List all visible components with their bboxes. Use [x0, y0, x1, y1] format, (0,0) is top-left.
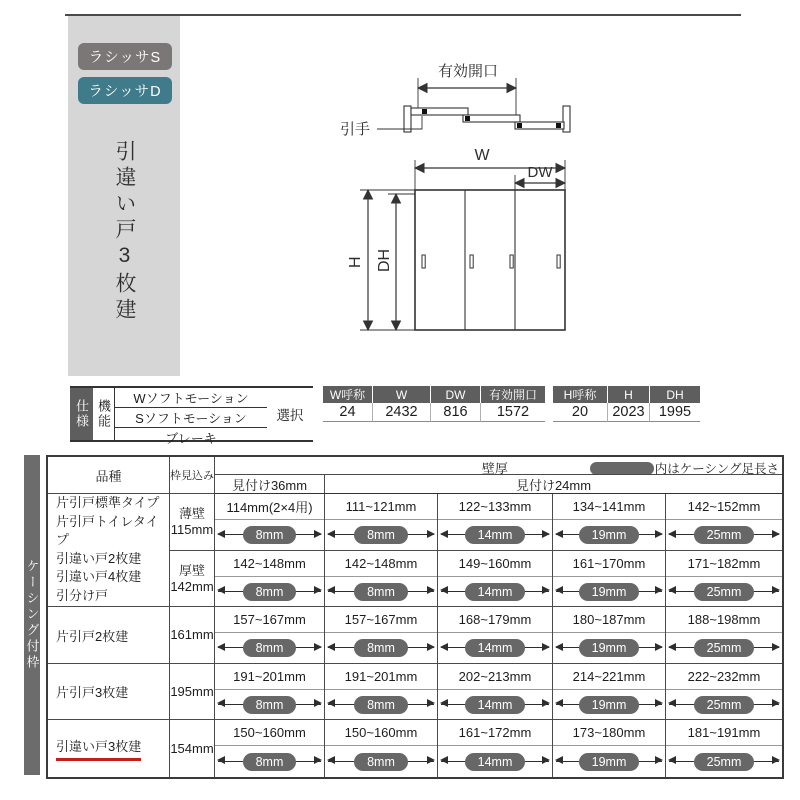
- wall-range-cell: [438, 494, 553, 551]
- leg-row: [215, 746, 324, 777]
- wall-range: 168~179mm: [438, 607, 552, 633]
- product-cell: [48, 607, 170, 664]
- wall-range-cell: [666, 551, 782, 607]
- legend-note: 内はケーシング足長さ: [654, 462, 779, 475]
- frame-depth-cell: [170, 494, 215, 551]
- wall-range: 191~201mm: [325, 664, 437, 690]
- dim-value: 1572: [481, 403, 545, 422]
- wall-range-cell: [553, 720, 666, 777]
- wall-range: 142~152mm: [666, 494, 782, 520]
- leg-row: [215, 520, 324, 550]
- wall-range: 134~141mm: [553, 494, 665, 520]
- series-badge-lasissa-d: [78, 77, 172, 104]
- wall-range: 111~121mm: [325, 494, 437, 520]
- frame-depth-cell: [170, 720, 215, 777]
- leg-length-pill: 19mm: [579, 696, 640, 714]
- leg-length-pill: 19mm: [579, 639, 640, 657]
- dimension-table: [323, 386, 700, 422]
- leg-row: [553, 520, 665, 550]
- wall-range: 142~148mm: [325, 551, 437, 577]
- leg-row: [553, 746, 665, 777]
- dh-label: DH: [376, 248, 393, 272]
- h-label: H: [347, 256, 364, 268]
- dw-label: DW: [527, 164, 553, 181]
- leg-length-pill: 25mm: [694, 696, 755, 714]
- leg-length-pill: 25mm: [694, 583, 755, 601]
- wall-range-cell: [438, 607, 553, 664]
- frame-depth-cell: [170, 607, 215, 664]
- spec-feature: Sソフトモーション: [115, 408, 267, 428]
- leg-row: [666, 690, 782, 719]
- wall-range-cell: [215, 494, 325, 551]
- leg-length-pill: 14mm: [465, 753, 526, 771]
- leg-row: [666, 633, 782, 663]
- dim-header: DW: [431, 386, 481, 403]
- dim-header: W呼称: [323, 386, 373, 403]
- series-badge-lasissa-s: [78, 43, 172, 70]
- dim-value: 1995: [650, 403, 700, 422]
- leg-row: [666, 520, 782, 550]
- dim-value: 20: [553, 403, 608, 422]
- spec-feature: Wソフトモーション: [115, 388, 267, 408]
- frame-line: 161mm: [170, 627, 214, 642]
- leg-row: [215, 577, 324, 606]
- frame-line: 154mm: [170, 740, 214, 756]
- wall-range-cell: [666, 664, 782, 720]
- wall-range-cell: [325, 494, 438, 551]
- wall-range-cell: [666, 720, 782, 777]
- col-header-wall-thickness: [215, 457, 782, 475]
- wall-range: 181~191mm: [666, 720, 782, 746]
- leg-row: [215, 633, 324, 663]
- leg-length-pill: 8mm: [243, 526, 297, 544]
- wall-range: 214~221mm: [553, 664, 665, 690]
- wall-range: 222~232mm: [666, 664, 782, 690]
- frame-depth-cell: [170, 551, 215, 607]
- product-line: 片引戸3枚建: [56, 685, 129, 700]
- dim-header: H: [608, 386, 650, 403]
- leg-row: [215, 690, 324, 719]
- wall-range-cell: [325, 720, 438, 777]
- dim-header: H呼称: [553, 386, 608, 403]
- leg-length-pill: 19mm: [579, 526, 640, 544]
- leg-length-pill: 8mm: [243, 639, 297, 657]
- leg-length-pill: 14mm: [465, 583, 526, 601]
- wall-range: 180~187mm: [553, 607, 665, 633]
- leg-row: [325, 690, 437, 719]
- wall-range: 122~133mm: [438, 494, 552, 520]
- wall-range-cell: [438, 664, 553, 720]
- wall-range-cell: [438, 720, 553, 777]
- handle-leader-line: [377, 116, 422, 129]
- sub-header-face36: 見付け36mm: [215, 475, 325, 494]
- leg-length-pill: 8mm: [354, 583, 408, 601]
- product-cell: [48, 494, 170, 607]
- col-header-product: 品種: [48, 457, 170, 494]
- leg-row: [438, 690, 552, 719]
- leg-length-pill: 8mm: [354, 526, 408, 544]
- w-dimension-group: [323, 386, 545, 422]
- frame-depth-cell: [170, 664, 215, 720]
- spec-select-label: 選択: [276, 408, 304, 423]
- wall-range: 188~198mm: [666, 607, 782, 633]
- h-dimension-group: [553, 386, 700, 422]
- series-badge-label: ラシッサD: [88, 84, 162, 100]
- wall-range-cell: [325, 607, 438, 664]
- leg-row: [553, 690, 665, 719]
- product-line-underlined-red: 引違い戸3枚建: [56, 736, 141, 761]
- product-line: 片引戸標準タイプ: [56, 495, 160, 510]
- leg-length-pill: 25mm: [694, 639, 755, 657]
- wall-range-cell: [215, 607, 325, 664]
- leg-row: [438, 746, 552, 777]
- spec-group-header: 機能: [93, 388, 115, 440]
- wall-range: 173~180mm: [553, 720, 665, 746]
- leg-length-pill: 14mm: [465, 639, 526, 657]
- plan-view: [404, 106, 570, 132]
- wall-range-cell: [553, 607, 666, 664]
- effective-opening-label: 有効開口: [437, 63, 499, 80]
- leg-row: [325, 520, 437, 550]
- leg-length-pill: 8mm: [243, 753, 297, 771]
- wall-range-cell: [666, 607, 782, 664]
- wall-range: 161~170mm: [553, 551, 665, 577]
- leg-length-pill: 8mm: [354, 696, 408, 714]
- casing-table: [46, 455, 784, 779]
- wall-range-cell: [438, 551, 553, 607]
- leg-row: [325, 633, 437, 663]
- wall-range: 150~160mm: [325, 720, 437, 746]
- wall-range: 142~148mm: [215, 551, 324, 577]
- leg-length-pill: 25mm: [694, 526, 755, 544]
- w-label: W: [474, 147, 490, 164]
- sidebar: [68, 16, 180, 376]
- wall-range: 149~160mm: [438, 551, 552, 577]
- wall-range: 171~182mm: [666, 551, 782, 577]
- wall-range: 161~172mm: [438, 720, 552, 746]
- leg-row: [438, 520, 552, 550]
- leg-length-pill: 8mm: [354, 753, 408, 771]
- dim-header: W: [373, 386, 431, 403]
- dim-header: 有効開口: [481, 386, 545, 403]
- wall-range-cell: [215, 551, 325, 607]
- dim-group-gap: [545, 386, 553, 422]
- spec-feature-list: [115, 388, 267, 446]
- page-title-vertical: 引違い戸3枚建: [113, 140, 136, 324]
- wall-range: 114mm(2×4用): [215, 494, 324, 520]
- leg-length-pill: 19mm: [579, 583, 640, 601]
- product-line: 片引戸トイレタイプ: [56, 513, 159, 547]
- wall-range: 157~167mm: [215, 607, 324, 633]
- wall-range-cell: [553, 494, 666, 551]
- wall-range: 157~167mm: [325, 607, 437, 633]
- product-line: 引違い戸2枚建: [56, 550, 142, 566]
- product-cell-highlighted: [48, 720, 170, 777]
- wall-range-cell: [325, 551, 438, 607]
- spec-table: [70, 386, 313, 446]
- casing-side-label: ケーシング付枠: [24, 559, 40, 671]
- casing-side-label-bar: [24, 455, 40, 775]
- dim-value: 2023: [608, 403, 650, 422]
- product-line: 引違い戸4枚建: [56, 569, 142, 584]
- product-line: 片引戸2枚建: [56, 628, 129, 644]
- spec-feature: ブレーキ: [165, 431, 217, 446]
- leg-row: [553, 577, 665, 606]
- wall-range-cell: [666, 494, 782, 551]
- frame-line: 厚壁: [178, 562, 205, 578]
- leg-row: [666, 577, 782, 606]
- leg-length-pill: 14mm: [465, 696, 526, 714]
- frame-line: 薄壁: [178, 506, 205, 521]
- wall-range-cell: [553, 551, 666, 607]
- leg-length-pill: 8mm: [243, 583, 297, 601]
- frame-line: 142mm: [170, 578, 214, 594]
- wall-range-cell: [553, 664, 666, 720]
- wall-range-cell: [215, 664, 325, 720]
- leg-row: [325, 746, 437, 777]
- dim-header: DH: [650, 386, 700, 403]
- leg-row: [325, 577, 437, 606]
- wall-range: 202~213mm: [438, 664, 552, 690]
- leg-length-pill: 25mm: [694, 753, 755, 771]
- handle-label: 引手: [340, 121, 371, 138]
- legend: [590, 459, 779, 475]
- wall-range: 191~201mm: [215, 664, 324, 690]
- dim-value: 24: [323, 403, 373, 422]
- spec-row-header: 仕様: [70, 388, 93, 440]
- product-cell: [48, 664, 170, 720]
- leg-row: [666, 746, 782, 777]
- dim-value: 2432: [373, 403, 431, 422]
- leg-length-pill: 14mm: [465, 526, 526, 544]
- casing-leg-pill-icon: [590, 462, 654, 475]
- door-diagram: [330, 50, 620, 350]
- product-line: 引分け戸: [56, 587, 109, 603]
- leg-length-pill: 19mm: [579, 753, 640, 771]
- series-badge-label: ラシッサS: [88, 50, 162, 66]
- wall-range-cell: [215, 720, 325, 777]
- leg-length-pill: 8mm: [354, 639, 408, 657]
- leg-row: [438, 633, 552, 663]
- frame-line: 115mm: [170, 522, 214, 537]
- wall-thickness-label: 壁厚: [481, 461, 508, 475]
- wall-range: 150~160mm: [215, 720, 324, 746]
- col-header-frame-depth: 枠見込み: [170, 457, 215, 494]
- sub-header-face24: 見付け24mm: [325, 475, 782, 494]
- leg-length-pill: 8mm: [243, 696, 297, 714]
- wall-range-cell: [325, 664, 438, 720]
- leg-row: [553, 633, 665, 663]
- dim-value: 816: [431, 403, 481, 422]
- leg-row: [438, 577, 552, 606]
- elevation-frame: [415, 190, 565, 330]
- frame-line: 195mm: [170, 683, 214, 699]
